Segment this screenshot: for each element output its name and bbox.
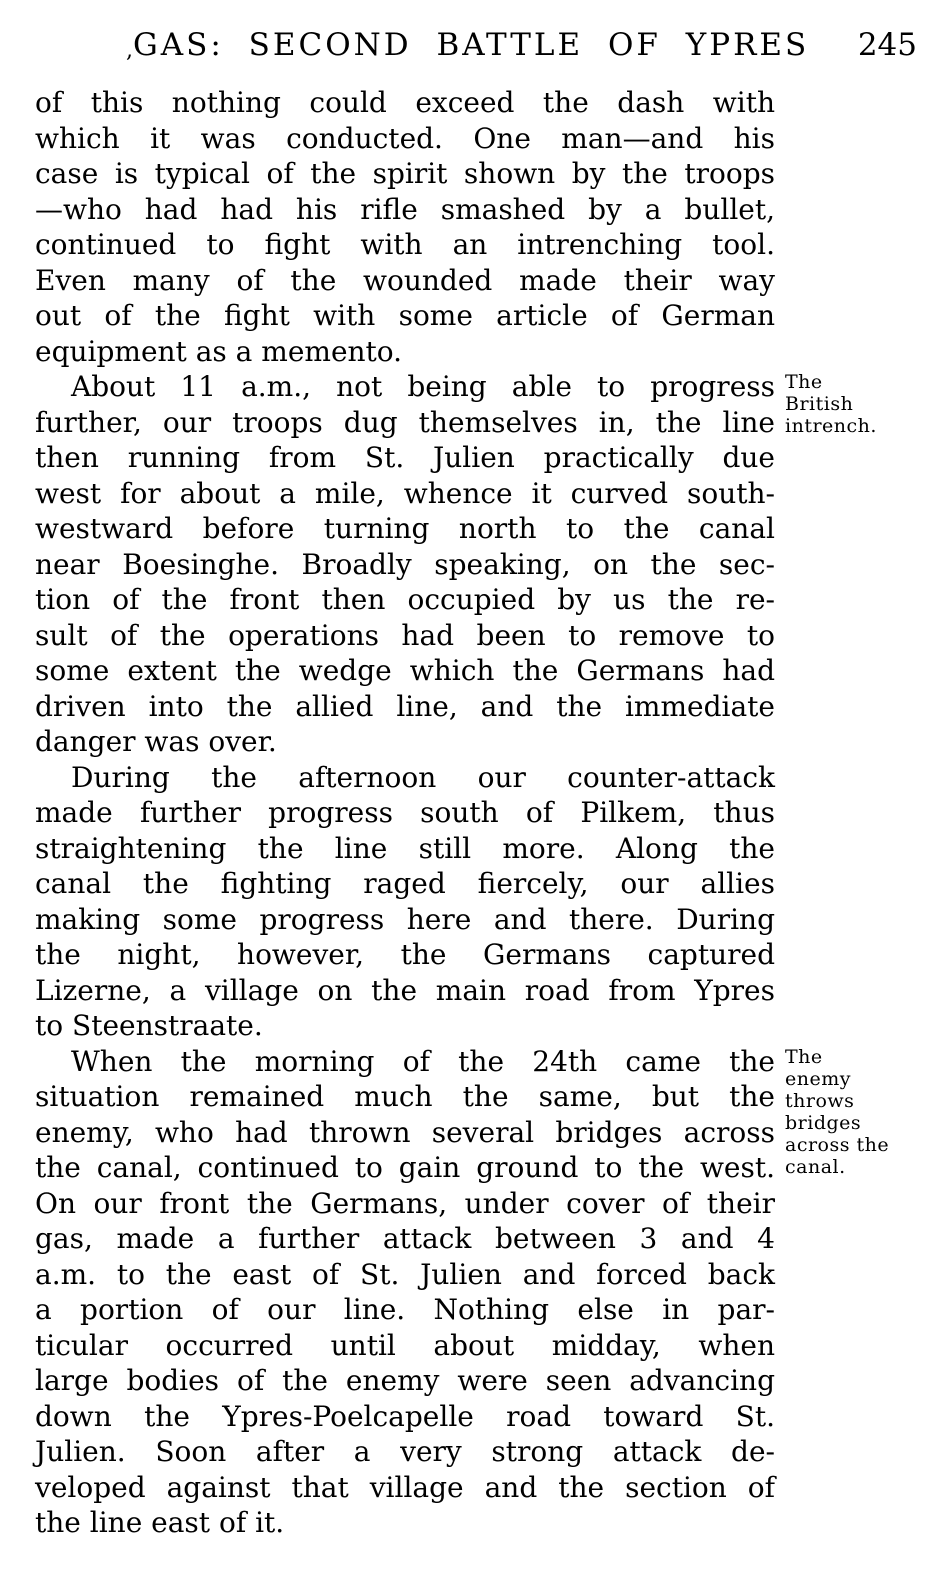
- paragraph: [35, 369, 877, 760]
- text-line: driven into the allied line, and the immediate: [35, 689, 775, 723]
- text-line: sult of the operations had been to remove to: [35, 618, 775, 652]
- text-line: straightening the line still more. Along the: [35, 831, 775, 865]
- text-line: veloped against that village and the section of: [35, 1470, 775, 1504]
- text-line: near Boesinghe. Broadly speaking, on the sec-: [35, 547, 775, 581]
- page-body-text: [35, 85, 890, 1541]
- paragraph: [35, 85, 775, 369]
- margin-note-line: British: [785, 393, 854, 415]
- text-line: large bodies of the enemy were seen advancing: [35, 1364, 775, 1397]
- margin-note: [785, 371, 950, 437]
- margin-note-line: canal.: [785, 1155, 846, 1178]
- text-line: case is typical of the spirit shown by the troops: [35, 157, 775, 190]
- text-line: then running from St. Julien practically due: [35, 441, 775, 474]
- text-line: When the morning of the 24th came the: [71, 1044, 775, 1078]
- text-line: danger was over.: [35, 725, 277, 758]
- text-line: out of the fight with some article of German: [35, 299, 775, 332]
- text-line: west for about a mile, whence it curved south-: [35, 476, 775, 510]
- text-line: continued to fight with an intrenching tool.: [35, 228, 775, 261]
- text-line: situation remained much the same, but the: [35, 1080, 775, 1113]
- page-header: [0, 27, 950, 69]
- text-line: a portion of our line. Nothing else in par-: [35, 1293, 775, 1326]
- text-line: westward before turning north to the canal: [35, 512, 775, 545]
- text-line: equipment as a memento.: [35, 334, 403, 368]
- text-line: making some progress here and there. During: [35, 902, 775, 936]
- text-line: About 11 a.m., not being able to progress: [71, 370, 775, 403]
- text-line: Even many of the wounded made their way: [35, 263, 775, 297]
- text-line: the canal, continued to gain ground to the west.: [35, 1151, 775, 1184]
- text-line: —who had had his rifle smashed by a bullet,: [35, 192, 775, 226]
- running-title: [126, 27, 809, 63]
- margin-note-line: enemy: [785, 1067, 851, 1090]
- margin-note-line: throws: [785, 1089, 855, 1112]
- text-line: which it was conducted. One man—and his: [35, 121, 775, 155]
- print-artifact: ,: [126, 38, 133, 63]
- text-line: enemy, who had thrown several bridges across: [35, 1115, 775, 1149]
- text-line: a.m. to the east of St. Julien and forced back: [35, 1257, 775, 1291]
- text-line: tion of the front then occupied by us the re-: [35, 583, 775, 616]
- text-line: down the Ypres-Poelcapelle road toward St.: [35, 1399, 775, 1433]
- paragraph: [35, 760, 775, 1044]
- text-line: of this nothing could exceed the dash with: [35, 86, 775, 119]
- text-line: some extent the wedge which the Germans had: [35, 654, 775, 687]
- text-line: Lizerne, a village on the main road from Ypres: [35, 973, 775, 1007]
- margin-note: [785, 1046, 950, 1178]
- page-number: 245: [857, 27, 917, 63]
- margin-note-line: The: [785, 1045, 823, 1068]
- text-line: made further progress south of Pilkem, thus: [35, 796, 775, 829]
- margin-note-line: The: [785, 371, 823, 393]
- margin-note-line: intrench.: [785, 415, 877, 437]
- text-line: On our front the Germans, under cover of their: [35, 1186, 775, 1220]
- text-line: ticular occurred until about midday, when: [35, 1328, 775, 1362]
- margin-note-line: bridges: [785, 1111, 862, 1134]
- text-line: to Steenstraate.: [35, 1009, 263, 1042]
- text-line: further, our troops dug themselves in, the line: [35, 405, 775, 439]
- running-title-text: GAS: SECOND BATTLE OF YPRES: [133, 27, 810, 63]
- text-line: the line east of it.: [35, 1506, 285, 1539]
- text-line: During the afternoon our counter-attack: [71, 760, 775, 794]
- text-line: canal the fighting raged fiercely, our allies: [35, 867, 775, 900]
- paragraph: [35, 1044, 890, 1541]
- margin-note-line: across the: [785, 1133, 890, 1156]
- text-line: Julien. Soon after a very strong attack de-: [35, 1435, 775, 1468]
- text-line: the night, however, the Germans captured: [35, 938, 775, 971]
- text-line: gas, made a further attack between 3 and 4: [35, 1222, 775, 1255]
